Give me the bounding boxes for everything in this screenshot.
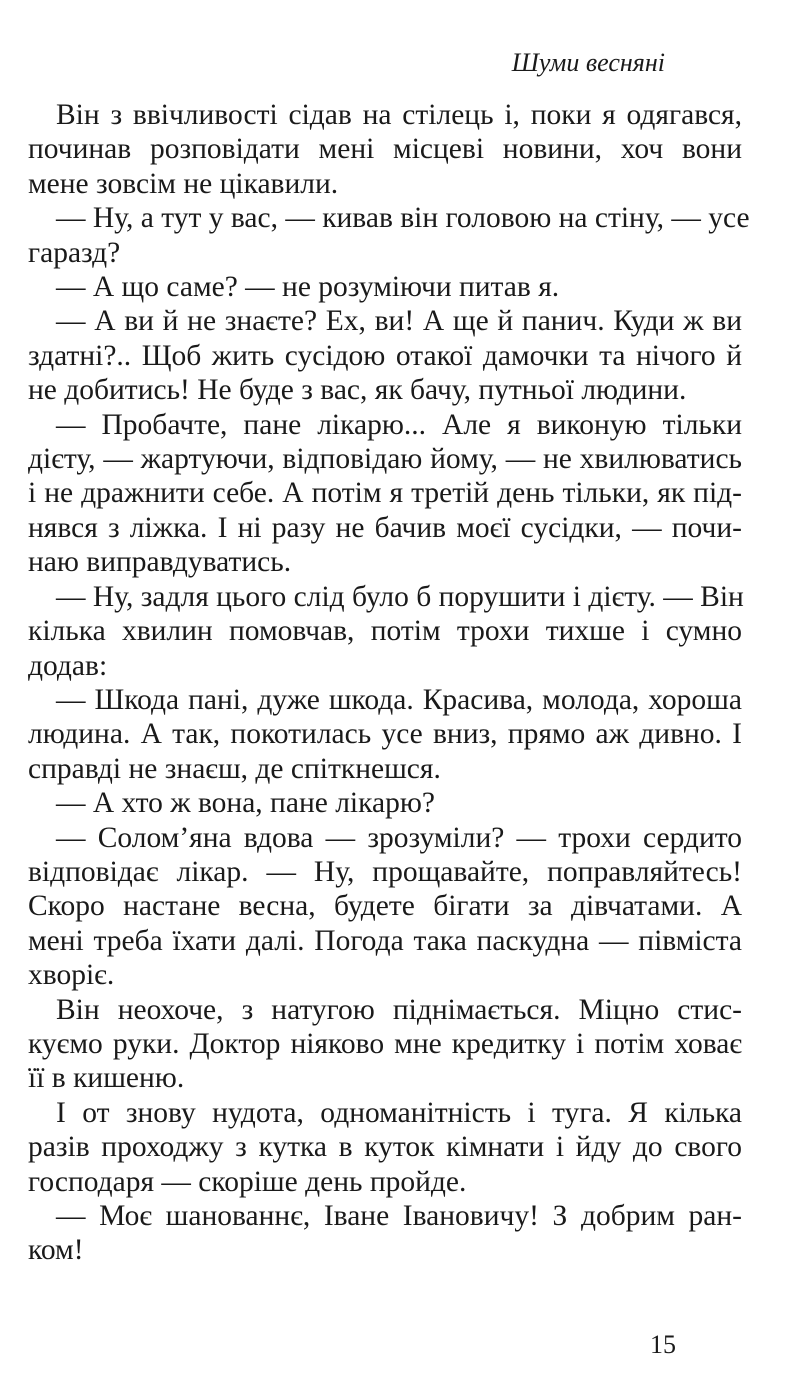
text-line: не добитись! Не буде з вас, як бачу, путньої людини. xyxy=(28,374,687,407)
text-line: — А хто ж вона, пане лікарю? xyxy=(56,787,435,820)
text-line: кілька хвилин помовчав, потім трохи тихше і сумно xyxy=(28,615,742,648)
text-line: мені треба їхати далі. Погода така паскудна — півміста xyxy=(28,924,742,957)
text-line: здатні?.. Щоб жить сусідою отакої дамочки та нічого й xyxy=(28,339,742,372)
text-line: починав розповідати мені місцеві новини, хоч вони xyxy=(28,133,742,166)
paragraph xyxy=(28,304,742,407)
text-line: гаразд? xyxy=(28,236,121,269)
text-line: хворіє. xyxy=(28,959,115,992)
paragraph xyxy=(28,683,742,786)
text-line: і не дражнити себе. А потім я третій день тільки, як під- xyxy=(28,477,742,510)
text-line: мене зовсім не цікавили. xyxy=(28,167,339,200)
text-line: — Ну, задля цього слід було б порушити і дієту. — Він xyxy=(56,580,744,613)
text-line: — Ну, а тут у вас, — кивав він головою на стіну, — усе xyxy=(56,202,750,235)
paragraph xyxy=(28,1096,742,1199)
text-line: Він з ввічливості сідав на стілець і, поки я одягався, xyxy=(56,99,742,131)
text-line: куємо руки. Доктор ніяково мне кредитку і потім ховає xyxy=(28,1027,742,1060)
text-line: Скоро настане весна, будете бігати за дівчатами. А xyxy=(28,890,742,923)
paragraph xyxy=(28,786,742,820)
text-line: дієту, — жартуючи, відповідаю йому, — не хвилюватись xyxy=(28,443,742,476)
paragraph xyxy=(28,270,742,304)
text-line: разів проходжу з кутка в куток кімнати і йду до свого xyxy=(28,1131,742,1164)
text-line: відповідає лікар. — Ну, прощавайте, поправляйтесь! xyxy=(28,855,742,888)
text-line: — Шкода пані, дуже шкода. Красива, молода, хороша xyxy=(56,683,742,716)
text-line: її в кишеню. xyxy=(28,1062,185,1095)
text-line: людина. А так, покотилась усе вниз, прямо аж дивно. І xyxy=(28,718,742,751)
page-number: 15 xyxy=(650,1330,676,1359)
text-line: — А ви й не знаєте? Ех, ви! А ще й панич. Куди ж ви xyxy=(56,305,742,338)
paragraph xyxy=(28,408,742,580)
text-line: господаря — скоріше день пройде. xyxy=(28,1165,467,1198)
paragraph xyxy=(28,98,742,201)
text-line: — Моє шанованнє, Іване Івановичу! З добрим ран- xyxy=(56,1200,742,1232)
text-line: справді не знаєш, де спіткнешся. xyxy=(28,752,441,785)
text-line: ком! xyxy=(28,1234,84,1267)
body-text xyxy=(28,98,750,1268)
text-line: — Пробачте, пане лікарю... Але я виконую тільки xyxy=(56,408,742,441)
text-line: нявся з ліжка. І ні разу не бачив моєї сусідки, — почи- xyxy=(28,511,742,544)
text-line: — Солом’яна вдова — зрозуміли? — трохи сердито xyxy=(56,821,742,854)
paragraph xyxy=(28,821,742,993)
text-line: наю виправдуватись. xyxy=(28,546,292,579)
running-header: Шуми весняні xyxy=(511,48,665,77)
text-line: додав: xyxy=(28,649,108,682)
paragraph xyxy=(28,580,742,683)
text-line: І от знову нудота, одноманітність і туга. Я кілька xyxy=(56,1096,742,1129)
paragraph xyxy=(28,201,750,270)
text-line: — А що саме? — не розуміючи питав я. xyxy=(56,271,560,304)
text-line: Він неохоче, з натугою піднімається. Міцно стис- xyxy=(56,993,742,1026)
paragraph xyxy=(28,1199,742,1268)
paragraph xyxy=(28,993,742,1096)
